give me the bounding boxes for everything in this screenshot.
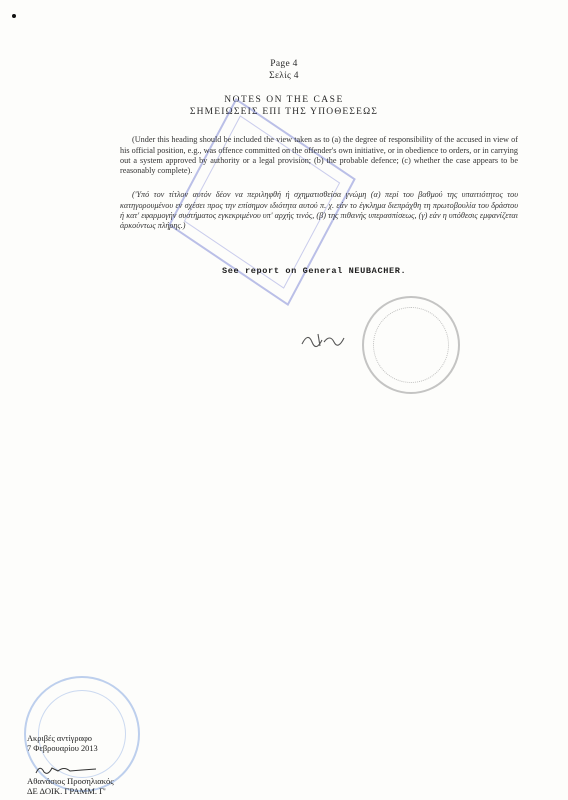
section-title-greek: ΣΗΜΕΙΩΣΕΙΣ ΕΠΙ ΤΗΣ ΥΠΟΘΕΣΕΩΣ (189, 107, 379, 117)
punch-mark (12, 14, 16, 18)
certification-date: 7 Φεβρουαρίου 2013 (27, 744, 98, 753)
signature (34, 763, 104, 777)
certifier-title: ΔΕ ΔΟΙΚ. ΓΡΑΜΜ. Γ' (27, 786, 106, 796)
certifier-block (27, 776, 114, 796)
handwritten-initials (300, 328, 346, 350)
certifier-name: Αθανάσιος Προσηλιακός (27, 776, 114, 786)
certification-block (27, 734, 98, 754)
page-number (0, 58, 568, 82)
section-title: NOTES ON THE CASE (224, 95, 344, 105)
round-stamp (362, 296, 460, 394)
certified-copy-label: Ακριβές αντίγραφο (27, 734, 92, 743)
report-reference: See report on General NEUBACHER. (222, 266, 407, 276)
instructions-english: (Under this heading should be included the view taken as to (a) the degree of responsibility of the accused in view of his official position, e.g., was offence committed on the offender's own initiative, or in obedience to orders, or in carrying out a system approved by authority or a legal provision; (b) the probable defence; (c) whether the case appears to be reasonably complete). (120, 135, 518, 176)
instructions-greek: ('Υπό τον τίτλον αυτόν δέον να περιληφθή ή σχηματισθείσα γνώμη (α) περί του βαθμού της υπαιτιότητος του κατηγορουμένου εν σχέσει προς την επίσημον ιδιότητα αυτού π. χ. εάν το έγκλημα διεπράχθη τη πρωτοβουλία του δράστου ή κατ' εφαρμογήν συστήματος εγκεκριμένου υπ' αρχής τινός, (β) της πιθανής υπερασπίσεως, (γ) εάν η υπόθεσις εμφανίζεται άρκούντως πλήρης.) (120, 190, 518, 231)
page-label-greek: Σελίς 4 (269, 71, 299, 81)
page-label: Page 4 (270, 59, 298, 69)
